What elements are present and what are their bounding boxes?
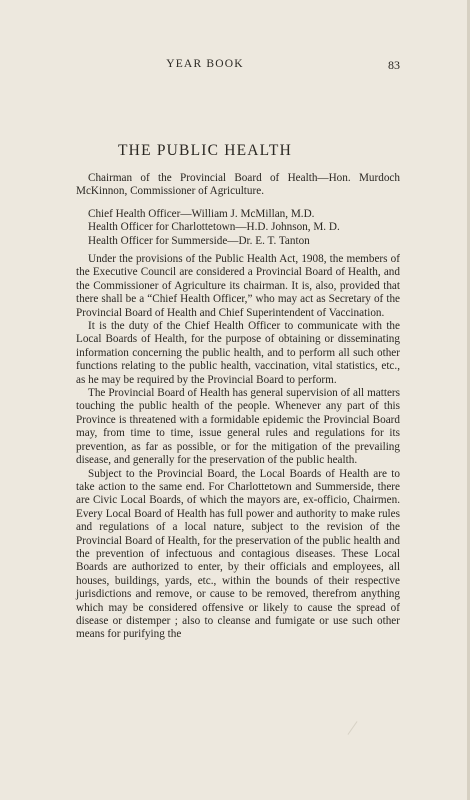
paragraph: Subject to the Provincial Board, the Local Boards of Health are to take action to the same end. For Charlottetown and Summerside, there are Civic Local Boards, of which the mayors are, ex-officio, Chairmen. Every Local Board of Health has full power and authority to make rules and regulations of a local nature, subject to the revision of the Provincial Board of Health, for the preservation of the public health and the prevention of infectuous and contagious diseases. These Local Boards are authorized to enter, by their officials and employees, all houses, buildings, yards, etc., within the bounds of their respective jurisdictions and remove, or cause to be removed, therefrom anything which may be considered offensive or likely to cause the spread of disease or distemper ; also to cleanse and fumigate or use such other means for purifying the [76, 467, 400, 641]
paper-mark [348, 721, 358, 735]
paragraph: Under the provisions of the Public Health Act, 1908, the members of the Executive Council are considered a Provincial Board of Health, and the Commissioner of Agriculture its chairman. It is, also, provided that there shall be a “Chief Health Officer,” who may act as Secretary of the Provincial Board of Health and Chief Superintendent of Vaccination. [76, 253, 400, 319]
body-text [76, 253, 400, 642]
paragraph: It is the duty of the Chief Health Officer to communicate with the Local Boards of Health, for the purpose of obtaining or disseminating information concerning the public health, and to perform all such other functions relating to the public health, vaccination, vital statistics, etc., as he may be required by the Provincial Board to perform. [76, 320, 400, 386]
section-heading: THE PUBLIC HEALTH [118, 142, 292, 159]
officer-line: Health Officer for Charlottetown—H.D. Johnson, M. D. [88, 221, 340, 234]
running-title: YEAR BOOK [166, 58, 244, 70]
officer-line: Chief Health Officer—William J. McMillan, M.D. [88, 208, 315, 220]
intro-paragraph: Chairman of the Provincial Board of Health—Hon. Murdoch McKinnon, Commissioner of Agriculture. [76, 172, 400, 198]
intro-block [76, 172, 400, 199]
paragraph: The Provincial Board of Health has general supervision of all matters touching the public health of the people. Whenever any part of this Province is threatened with a formidable epidemic the Provincial Board may, from time to time, issue general rules and regulations for its prevention, as far as possible, or for the mitigation of the prevailing disease, and generally for the preservation of the public health. [76, 387, 400, 467]
officer-line: Health Officer for Summerside—Dr. E. T. Tanton [88, 234, 310, 247]
officers-list [76, 208, 400, 248]
running-head [0, 58, 470, 72]
page-number: 83 [388, 58, 400, 72]
